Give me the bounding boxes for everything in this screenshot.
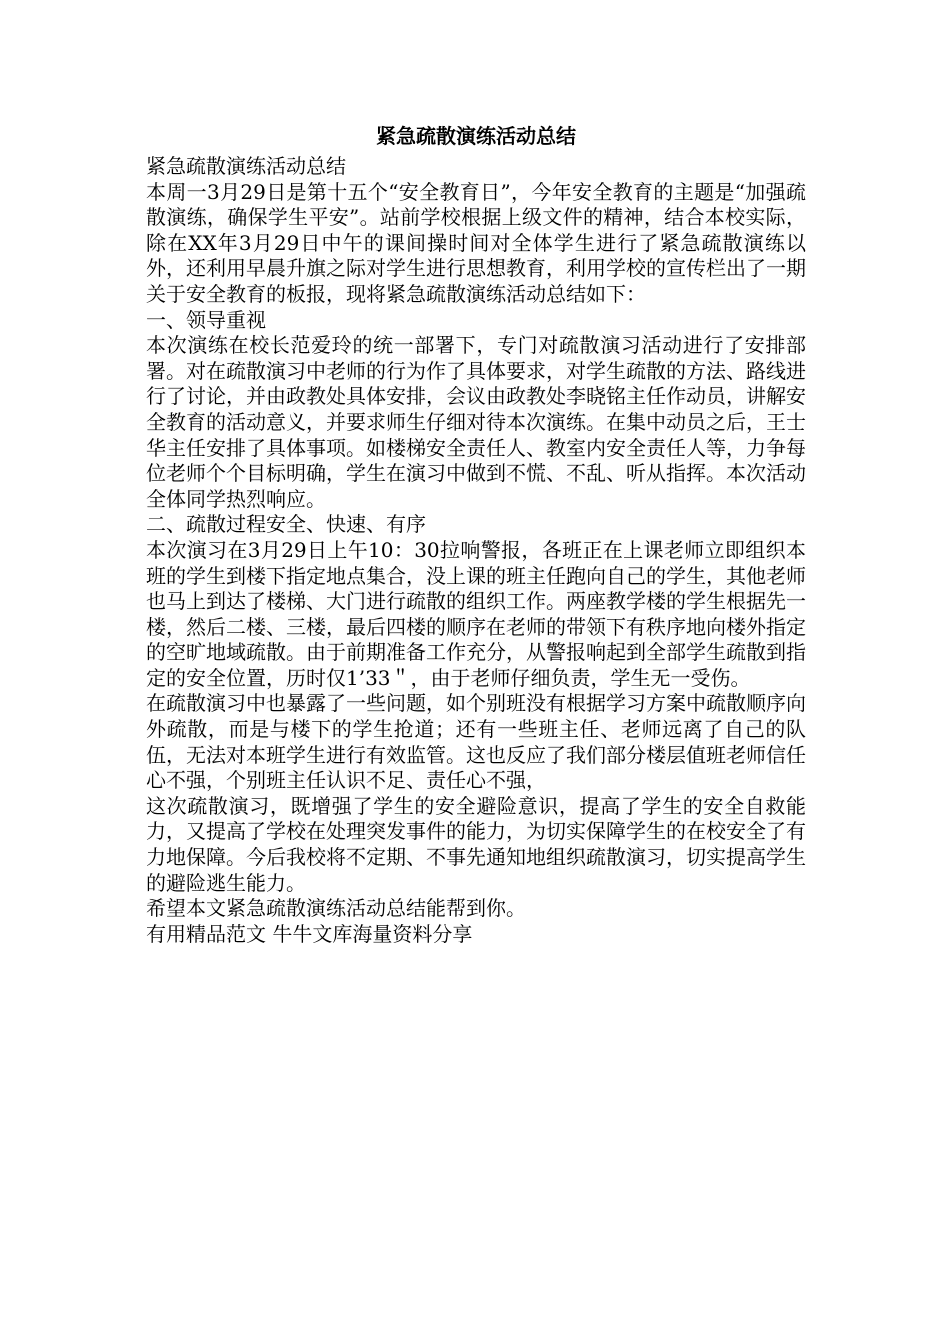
document-body [146,118,806,947]
section-heading-leadership: 一、领导重视 [146,307,266,332]
section-body-evacuation: 本次演习在3月29日上午10：30拉响警报，各班正在上课老师立即组织本班的学生到楼下指定地点集合，没上课的班主任跑向自己的学生，其他老师也马上到达了楼梯、大门进行疏散的组织工作。两座教学楼的学生根据先一楼，然后二楼、三楼，最后四楼的顺序在老师的带领下有秩序地向楼外指定的空旷地域疏散。由于前期准备工作充分，从警报响起到全部学生疏散到指定的安全位置，历时仅1’33＂，由于老师仔细负责，学生无一受伤。 [146,537,806,690]
conclusion-paragraph: 这次疏散演习，既增强了学生的安全避险意识，提高了学生的安全自救能力，又提高了学校在处理突发事件的能力，为切实保障学生的在校安全了有力地保障。今后我校将不定期、不事先通知地组织疏散演习，切实提高学生的避险逃生能力。 [146,793,806,895]
footer-line: 有用精品范文 牛牛文库海量资料分享 [146,921,473,946]
intro-paragraph: 本周一3月29日是第十五个“安全教育日”，今年安全教育的主题是“加强疏散演练，确保学生平安”。站前学校根据上级文件的精神，结合本校实际，除在XX年3月29日中午的课间操时间对全体学生进行了紧急疏散演练以外，还利用早晨升旗之际对学生进行思想教育，利用学校的宣传栏出了一期关于安全教育的板报，现将紧急疏散演练活动总结如下： [146,179,806,306]
section-body-leadership: 本次演练在校长范爱玲的统一部署下，专门对疏散演习活动进行了安排部署。对在疏散演习中老师的行为作了具体要求，对学生疏散的方法、路线进行了讨论，并由政教处具体安排，会议由政教处李晓铭主任作动员，讲解安全教育的活动意义，并要求师生仔细对待本次演练。在集中动员之后，王士华主任安排了具体事项。如楼梯安全责任人、教室内安全责任人等，力争每位老师个个目标明确，学生在演习中做到不慌、不乱、听从指挥。本次活动全体同学热烈响应。 [146,333,806,511]
problems-paragraph: 在疏散演习中也暴露了一些问题，如个别班没有根据学习方案中疏散顺序向外疏散，而是与楼下的学生抢道；还有一些班主任、老师远离了自己的队伍，无法对本班学生进行有效监管。这也反应了我们部分楼层值班老师信任心不强，个别班主任认识不足、责任心不强， [146,691,806,793]
closing-line: 希望本文紧急疏散演练活动总结能帮到你。 [146,896,526,921]
document-subtitle: 紧急疏散演练活动总结 [146,154,346,178]
document-title: 紧急疏散演练活动总结 [376,124,576,148]
section-heading-evacuation: 二、疏散过程安全、快速、有序 [146,512,426,537]
